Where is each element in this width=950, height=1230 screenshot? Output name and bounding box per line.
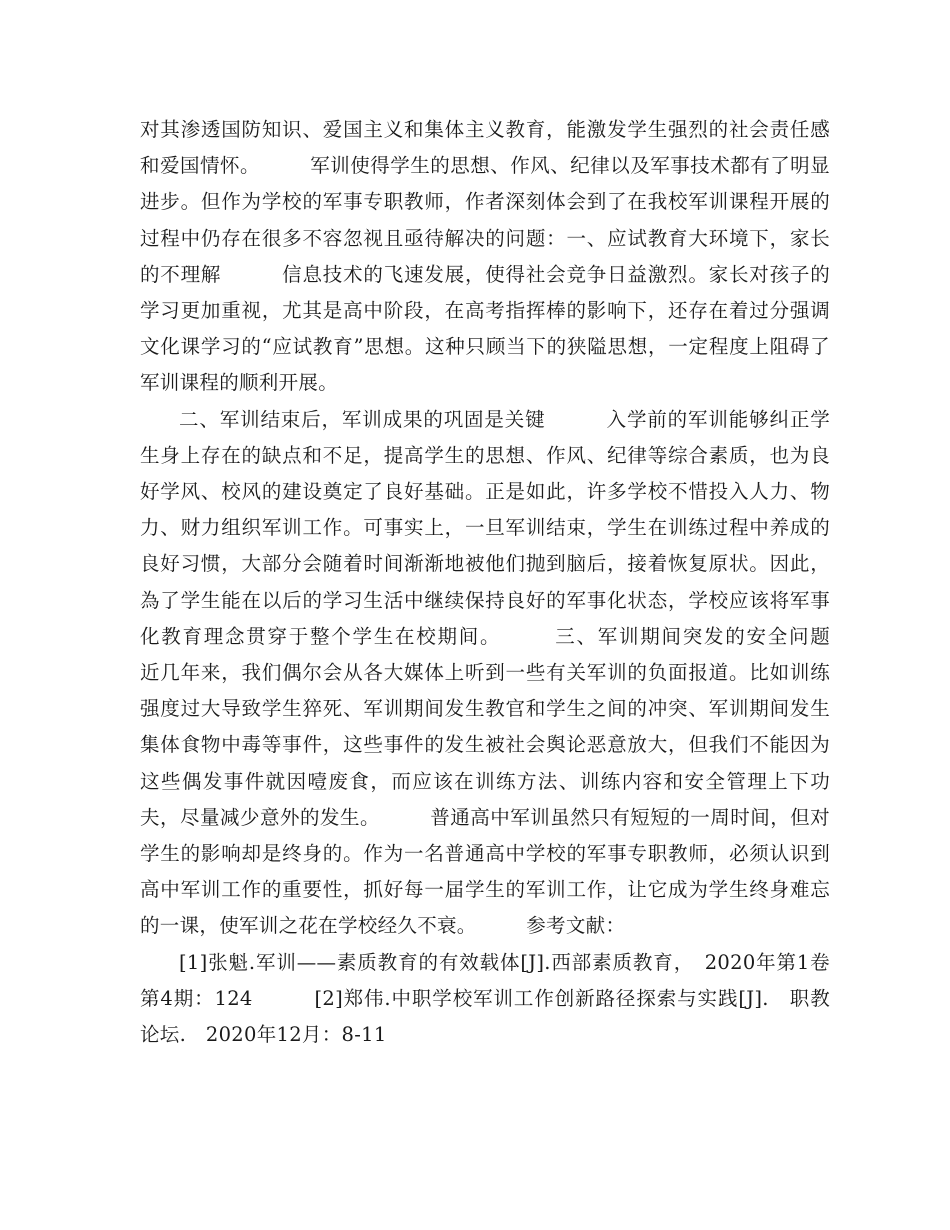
references-paragraph: [1]张魁.军训——素质教育的有效载体[J].西部素质教育， 2020年第1卷第4期：124 [2]郑伟.中职学校军训工作创新路径探索与实践[J]. 职教论坛. 2020年12月：8-11 xyxy=(140,950,830,1047)
paragraph-2: 二、军训结束后，军训成果的巩固是关键 入学前的军训能够纠正学生身上存在的缺点和不足，提高学生的思想、作风、纪律等综合素质，也为良好学风、校风的建设奠定了良好基础。正是如此，许多学校不惜投入人力、物力、财力组织军训工作。可事实上，一旦军训结束，学生在训练过程中养成的良好习惯，大部分会随着时间渐渐地被他们抛到脑后，接着恢复原状。因此，為了学生能在以后的学习生活中继续保持良好的军事化状态，学校应该将军事化教育理念贯穿于整个学生在校期间。 三、军训期间突发的安全问题 近几年来，我们偶尔会从各大媒体上听到一些有关军训的负面报道。比如训练强度过大导致学生猝死、军训期间发生教官和学生之间的冲突、军训期间发生集体食物中毒等事件，这些事件的发生被社会舆论恶意放大，但我们不能因为这些偶发事件就因噎废食，而应该在训练方法、训练内容和安全管理上下功夫，尽量减少意外的发生。 普通高中军训虽然只有短短的一周时间，但对学生的影响却是终身的。作为一名普通高中学校的军事专职教师，必须认识到高中军训工作的重要性，抓好每一届学生的军训工作，让它成为学生终身难忘的一课，使军训之花在学校经久不衰。 参考文献： xyxy=(140,407,890,938)
paragraph-1: 对其渗透国防知识、爱国主义和集体主义教育，能激发学生强烈的社会责任感和爱国情怀。 军训使得学生的思想、作风、纪律以及军事技术都有了明显进步。但作为学校的军事专职教师，作者深刻体会到了在我校军训课程开展的过程中仍存在很多不容忽视且亟待解决的问题：一、应试教育大环境下，家长的不理解 信息技术的飞速发展，使得社会竞争日益激烈。家长对孩子的学习更加重视，尤其是高中阶段，在高考指挥棒的影响下，还存在着过分强调文化课学习的“应试教育”思想。这种只顾当下的狭隘思想，一定程度上阻碍了军训课程的顺利开展。 xyxy=(140,118,830,395)
body-text xyxy=(140,112,890,1053)
